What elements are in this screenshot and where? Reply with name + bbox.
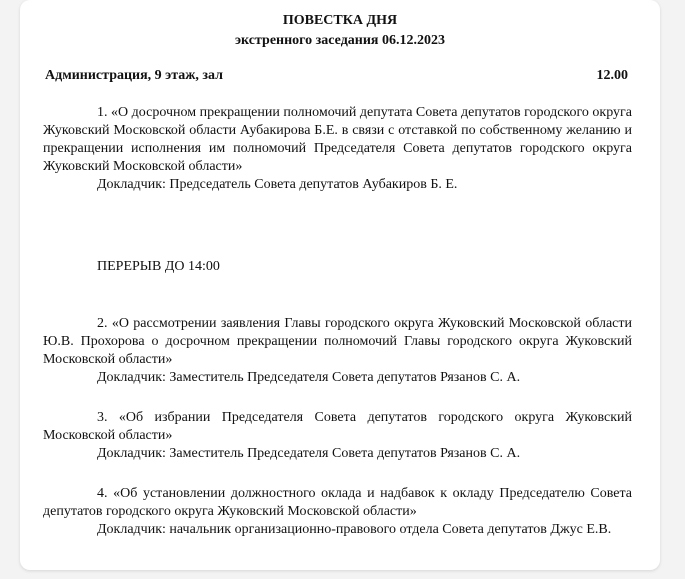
agenda-item-2 [43,315,632,387]
agenda-subtitle: экстренного заседания 06.12.2023 [235,33,445,48]
agenda-item-reporter: Докладчик: Председатель Совета депутатов Аубакиров Б. Е. [97,177,458,192]
venue-place: Администрация, 9 этаж, зал [45,68,224,83]
agenda-item-reporter: Докладчик: Заместитель Председателя Совета депутатов Рязанов С. А. [97,446,521,461]
agenda-item-text: 3. «Об избрании Председателя Совета депутатов городского округа Жуковский Московской области» [43,410,632,443]
agenda-item-text: 2. «О рассмотрении заявления Главы городского округа Жуковский Московской области Ю.В. Прохорова о досрочном прекращении полномочий Главы городского округа Жуковский Московской области» [43,316,632,367]
agenda-item-text: 4. «Об установлении должностного оклада и надбавок к окладу Председателю Совета депутатов городского округа Жуковский Московской области» [43,486,632,519]
venue-row [45,67,628,85]
agenda-item-text: 1. «О досрочном прекращении полномочий депутата Совета депутатов городского округа Жуковский Московской области Аубакирова Б.Е. в связи с отставкой по собственному желанию и прекращении исполнения им полномочий Председателя Совета депутатов городского округа Жуковский Московской области» [43,105,632,174]
venue-time: 12.00 [596,68,628,83]
agenda-item-1 [43,104,632,194]
break-notice: ПЕРЕРЫВ ДО 14:00 [97,259,220,274]
agenda-item-reporter: Докладчик: Заместитель Председателя Совета депутатов Рязанов С. А. [97,370,521,385]
agenda-title: ПОВЕСТКА ДНЯ [282,13,398,28]
document-page [20,0,660,570]
agenda-item-4 [43,485,632,539]
agenda-item-3 [43,409,632,463]
agenda-item-reporter: Докладчик: начальник организационно-правового отдела Совета депутатов Джус Е.В. [97,522,612,537]
